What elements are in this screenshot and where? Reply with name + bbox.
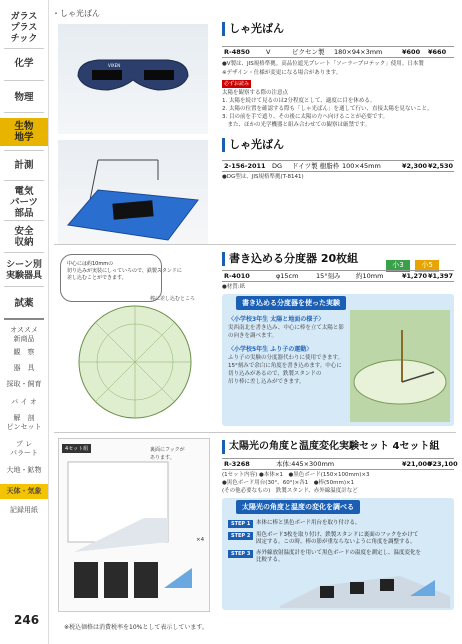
product1-grade: V [266,48,271,56]
category-sidebar [0,0,49,644]
product4-price2: ¥23,100 [428,460,458,468]
product2-code: 2-156-2011 [224,162,266,170]
protractor-experiment-title: 書き込める分度器を使った実験 [236,296,346,310]
protractor-callout: 中心には約10mmの 切り込みが実装にしっていろので、鉄製スタンドに 差し込むことができます。 [60,254,162,302]
step-2-label: STEP 2 [228,532,253,540]
sidebar-item-glass[interactable]: ガラス プラス チック [10,12,38,44]
solar-filter-image [58,24,208,134]
product1-material: ビクセン製 [292,48,325,56]
product1-note-2: ※デザイン・仕様が変更になる場合があります。 [222,70,342,76]
product3-code: R-4010 [224,272,250,280]
product4-body: 本体:445×300mm [276,460,335,468]
product4-spec-row [222,458,458,470]
step-1-label: STEP 1 [228,520,253,528]
product3-price2: ¥1,397 [428,272,454,280]
product2-price1: ¥2,300 [402,162,428,170]
sidebar-item-scene[interactable]: シーン別 実験器具 [5,260,42,281]
sidebar-sub-collect[interactable]: 採取・飼育 [6,380,42,388]
product1-title: しゃ光ばん [222,22,284,36]
sidebar-item-safety[interactable]: 安全 収納 [14,226,34,248]
set-label: 4セット組 [62,444,91,453]
experiment-sub1-text: 実西南北を書き込み、中心に棒を立て太陽と影の向きを調べます。 [228,325,344,339]
sidebar-item-measurement[interactable]: 計測 [14,160,34,171]
product1-code: R-4850 [224,48,250,56]
product1-warning-3: 2. 太陽の位置を確認する際も「しゃ光ばん」を通して行い、直接太陽を見ないこと。 [222,106,433,112]
sidebar-item-physics[interactable]: 物理 [14,92,34,103]
product3-division: 15°刻み [316,272,341,280]
product1-warning-badge: 必ずお読み [224,81,250,87]
hook-note: 裏面にフックが あります。 [150,447,185,461]
experiment-sub1: 〈小学校3年生 太陽と地面の様子〉 [228,316,325,323]
sidebar-sub-astronomy[interactable]: 天体・気象 [0,484,48,499]
sidebar-sub-bio[interactable]: バ イ オ [11,398,37,406]
step-1-text: 本体に棒と黒色ボード用台を取り付ける。 [256,520,361,526]
step-3-label: STEP 3 [228,550,253,558]
sidebar-item-biology[interactable]: 生物 地学 [0,118,48,146]
product3-title: 書き込める分度器 20枚組 [222,252,358,266]
product2-price2: ¥2,530 [428,162,454,170]
kit-board-image [64,458,204,606]
kit-experiment-title: 太陽光の角度と温度の変化を調べる [236,500,360,514]
product4-price1: ¥21,000 [402,460,432,468]
product3-size: φ15cm [276,272,299,280]
product1-warning-1: 太陽を観察する際の注意点 [222,90,289,96]
product1-spec-row [222,46,454,58]
sidebar-sub-new[interactable]: オススメ 新商品 [10,326,38,343]
product2-spec-row [222,160,454,172]
sidebar-sub-observe[interactable]: 観 察 [13,348,35,356]
protractor-cut-label: 棒に差し込むところ [150,296,196,302]
step-2-text: 黒色ボード3枚を取り付け、鉄製スタンドに裏面のフックをかけて 固定する。この時、棒の影が重ならないように角度を調整する。 [256,532,419,545]
svg-text:VIXEN: VIXEN [108,63,121,68]
product2-grade: DG [272,162,283,170]
product2-note: ●DG型は、JIS規格準拠(T-8141) [222,174,304,180]
sidebar-item-reagent[interactable]: 試薬 [14,298,34,309]
product2-material: ドイツ製 樹脂枠 [292,162,340,170]
solar-filter-stand-image [58,140,208,244]
product1-note-1: ●V製は、JIS規格準拠。高品位遮光プレート「ソーラープロテック」使用。日本製 [222,61,424,67]
step-3-text: 赤外線放射温度計を用いて黒色ボードの温度を測定し、温度変化を 比較する。 [256,550,422,563]
sidebar-sub-earth[interactable]: 大地・鉱物 [6,466,42,474]
product1-warning-4: 3. 目の前を手で遮り、その後に太陽の方へ向けることが必要です。 [222,114,389,120]
product3-material: ●材質:紙 [222,284,246,290]
experiment-sub2: 〈小学校5年生 ふり子の運動〉 [228,346,313,353]
kit-setup-photo [280,566,450,608]
product1-warning-2: 1. 太陽を続けて見るのは2分程度として、適度に目を休める。 [222,98,376,104]
sidebar-sub-tools[interactable]: 器 具 [13,364,35,372]
set-count: ×4 [196,537,205,543]
product4-code: R-3268 [224,460,250,468]
protractor-image [60,300,210,428]
product1-price2: ¥660 [428,48,447,56]
tax-footnote: ※税込価格は消費税率を10%として表示しています。 [64,624,208,631]
product3-weight: 約10mm [356,272,384,280]
product4-title: 太陽光の角度と温度変化実験セット 4セット組 [222,440,439,454]
sidebar-sub-prep[interactable]: プ レ パラート [10,440,38,457]
experiment-sub2-text: ふり子の実験の分度器代わりに使用できます。 15°刻みで余白に角度を書き込めます。中心に 切り込みがあるので、鉄製スタンドの 吊り棒に差し込みができます。 [228,355,344,385]
sidebar-sub-dissect[interactable]: 解 剖 ピンセット [6,414,42,431]
product1-price1: ¥600 [402,48,421,56]
grade-badges: 小3 小5 [386,252,450,264]
sidebar-item-electric[interactable]: 電気 パーツ 部品 [9,186,39,219]
product3-price1: ¥1,270 [402,272,428,280]
sundial-photo [350,310,450,422]
page-number: 246 [14,613,40,627]
product1-size: 180×94×3mm [334,48,383,56]
product2-size: 100×45mm [342,162,381,170]
sidebar-item-chemistry[interactable]: 化学 [14,58,34,69]
product2-title: しゃ光ばん [222,138,284,152]
product1-warning-5: また、ほかの光学機器と組み合わせての観察は厳禁です。 [222,122,371,128]
sidebar-sub-record[interactable]: 記録用紙 [10,506,38,514]
product3-spec-row [222,270,454,282]
product4-specs: (1セット内容) ●本体×1 ●黒色ボード(150×100mm)×3 ●黒色ボード用台(30°、60°)×各1 ●棒(50mm)×1 (その他必要なもの) 鉄製スタンド、赤外線温度計など [222,472,370,494]
breadcrumb: ・しゃ光ばん [52,9,100,18]
